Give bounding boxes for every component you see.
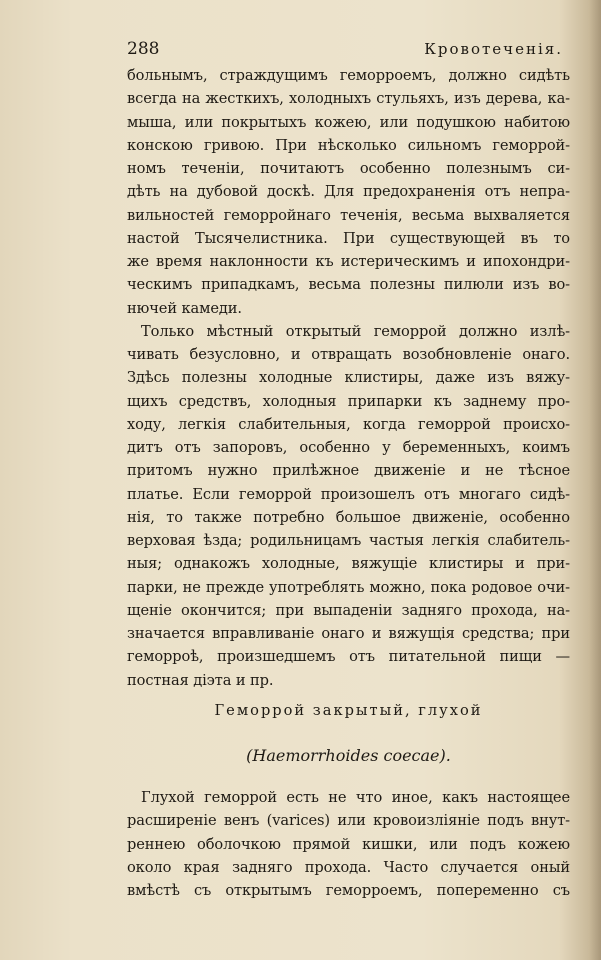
section-latin-subtitle: (Haemorrhoides coecae). [246, 746, 451, 765]
page-header [127, 38, 573, 60]
text-line: ныя; однакожъ холодные, вяжущіе клистиры и при- [127, 555, 570, 573]
text-line: притомъ нужно прилѣжное движеніе и не тѣсное [127, 462, 570, 480]
text-line: Глухой геморрой есть не что иное, какъ настоящее [141, 789, 570, 806]
running-head: Кровотеченія. [424, 40, 563, 58]
text-line: значается вправливаніе онаго и вяжущія средства; при [127, 625, 570, 642]
text-line: дѣть на дубовой доскѣ. Для предохраненія отъ непра- [127, 183, 570, 201]
text-line: дитъ отъ запоровъ, особенно у беременныхъ, коимъ [127, 439, 570, 456]
text-line: мыша, или покрытыхъ кожею, или подушкою набитою [127, 113, 570, 131]
section-heading: Геморрой закрытый, глухой [214, 702, 483, 719]
text-line: Здѣсь полезны холодные клистиры, даже изъ вяжу- [127, 369, 570, 387]
text-line: Только мѣстный открытый геморрой должно излѣ- [141, 322, 570, 340]
text-line: нючей камеди. [127, 299, 242, 317]
text-line: нія, то также потребно большое движеніе, особенно [127, 508, 570, 526]
text-line: реннею оболочкою прямой кишки, или подъ кожею [127, 835, 570, 853]
text-line: постная діэта и пр. [127, 671, 274, 689]
text-line: настой Тысячелистника. При существующей въ то [127, 229, 570, 247]
text-line: вильностей геморройнаго теченія, весьма выхваляется [127, 206, 570, 224]
text-block [127, 64, 570, 692]
text-block-continued [127, 786, 570, 902]
text-line: щеніе окончится; при выпаденіи задняго прохода, на- [127, 601, 570, 619]
text-line: ческимъ припадкамъ, весьма полезны пилюли изъ во- [127, 276, 570, 294]
text-line: геморроѣ, произшедшемъ отъ питательной пищи — [127, 648, 570, 666]
text-line: ходу, легкія слабительныя, когда геморрой происхо- [127, 415, 570, 433]
text-line: же время наклонности къ истерическимъ и ипохондри- [127, 253, 570, 270]
text-line: номъ теченіи, почитаютъ особенно полезнымъ си- [127, 160, 570, 177]
text-line: вмѣстѣ съ открытымъ геморроемъ, попеременно съ [127, 882, 570, 899]
text-line: парки, не прежде употреблять можно, пока родовое очи- [127, 578, 570, 596]
text-line: всегда на жесткихъ, холодныхъ стульяхъ, изъ дерева, ка- [127, 90, 570, 108]
text-line: верховая ѣзда; родильницамъ частыя легкія слабитель- [127, 532, 570, 549]
text-line: больнымъ, страждущимъ геморроемъ, должно сидѣть [127, 67, 570, 84]
text-line: платье. Если геморрой произошелъ отъ многаго сидѣ- [127, 485, 570, 503]
text-line: конскою гривою. При нѣсколько сильномъ геморрой- [127, 136, 570, 154]
text-line: расширеніе венъ (varices) или кровоизліяніе подъ внут- [127, 812, 570, 830]
page-number: 288 [127, 39, 160, 59]
text-line: около края задняго прохода. Часто случается оный [127, 858, 570, 876]
text-line: чивать безусловно, и отвращать возобновленіе онаго. [127, 346, 570, 363]
text-line: щихъ средствъ, холодныя припарки къ заднему про- [127, 392, 570, 410]
